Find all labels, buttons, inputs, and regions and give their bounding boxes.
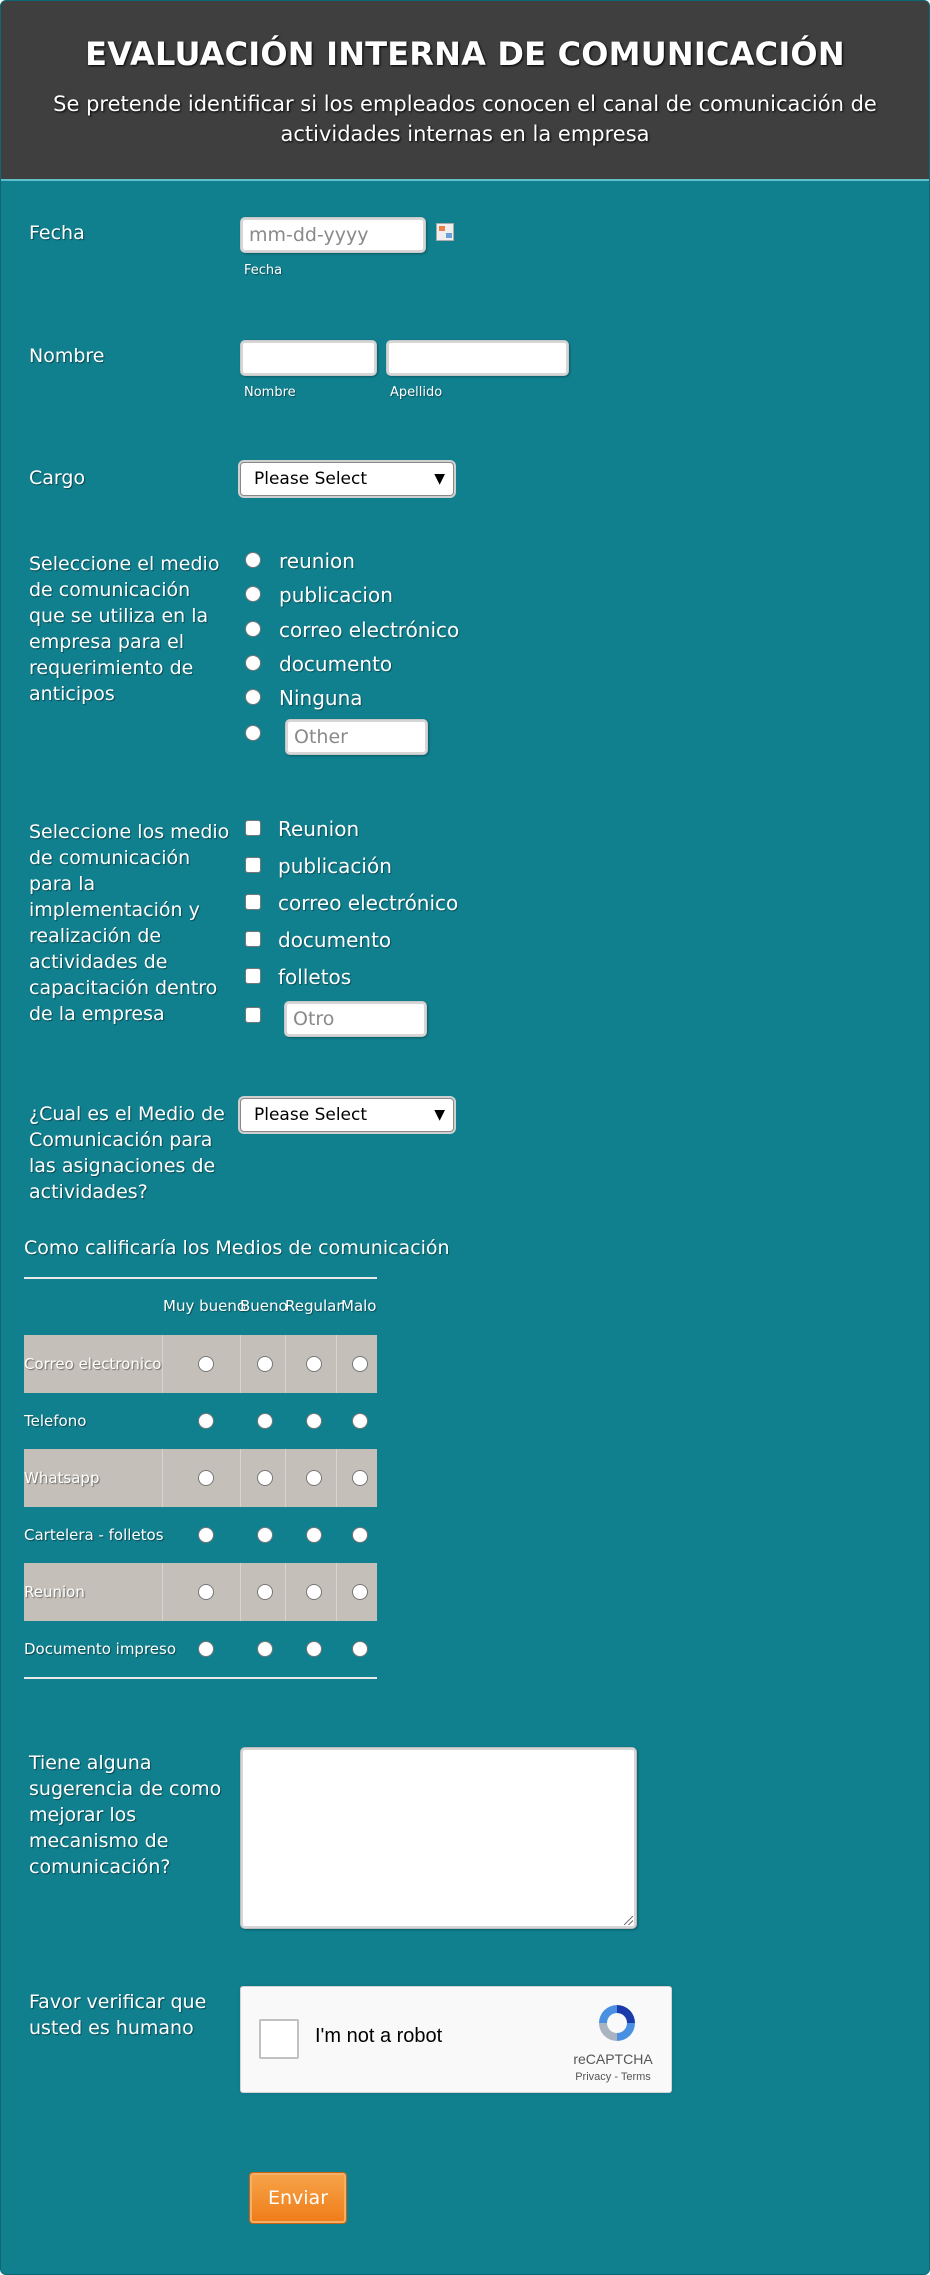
- matrix-row: [24, 1506, 377, 1564]
- option-label: documento: [279, 652, 393, 676]
- matrix-radio-malo[interactable]: [352, 1527, 368, 1543]
- sugerencia-label: Tiene alguna sugerencia de como mejorar los mecanismo de comunicación?: [29, 1752, 222, 1878]
- matrix-row-label: Telefono: [24, 1412, 87, 1430]
- nombre-label: Nombre: [29, 345, 105, 367]
- matrix-radio-malo[interactable]: [352, 1584, 368, 1600]
- checkbox[interactable]: [245, 820, 261, 836]
- matrix-cell-divider: [336, 1563, 337, 1621]
- form-header: [1, 1, 929, 181]
- matrix-cell-divider: [285, 1335, 286, 1393]
- radio-button[interactable]: [245, 689, 261, 705]
- matrix-divider-bottom: [24, 1677, 377, 1679]
- radio-button[interactable]: [245, 725, 261, 741]
- fecha-sublabel: Fecha: [244, 263, 283, 278]
- matrix-cell-divider: [162, 1335, 163, 1393]
- matrix-row: [24, 1335, 377, 1393]
- first-name-sublabel: Nombre: [244, 385, 296, 400]
- recaptcha-text: I'm not a robot: [315, 2025, 443, 2047]
- form-title: EVALUACIÓN INTERNA DE COMUNICACIÓN: [85, 35, 845, 73]
- chevron-down-icon: ▼: [434, 1107, 445, 1123]
- matrix-radio-muy-bueno[interactable]: [198, 1527, 214, 1543]
- matrix-radio-bueno[interactable]: [257, 1356, 273, 1372]
- option-label: folletos: [278, 965, 352, 989]
- cargo-select[interactable]: [240, 462, 454, 496]
- recaptcha-links[interactable]: Privacy - Terms: [575, 2071, 651, 2083]
- captcha-label: Favor verificar que usted es humano: [29, 1991, 207, 2039]
- sugerencia-textarea[interactable]: [240, 1747, 637, 1929]
- anticipos-other-input[interactable]: [285, 719, 428, 755]
- last-name-sublabel: Apellido: [390, 385, 443, 400]
- matrix-radio-bueno[interactable]: [257, 1470, 273, 1486]
- last-name-input[interactable]: [386, 340, 569, 376]
- anticipos-label: Seleccione el medio de comunicación que se utiliza en la empresa para el requerimiento de anticipos: [29, 553, 220, 705]
- matrix-cell-divider: [285, 1563, 286, 1621]
- checkbox[interactable]: [245, 968, 261, 984]
- radio-button[interactable]: [245, 621, 261, 637]
- asignaciones-select[interactable]: [240, 1098, 454, 1132]
- form-subtitle: Se pretende identificar si los empleados conocen el canal de comunicación de actividades internas en la empresa: [53, 92, 877, 146]
- matrix-radio-muy-bueno[interactable]: [198, 1470, 214, 1486]
- matrix-row: [24, 1563, 377, 1621]
- resize-handle-icon[interactable]: [624, 1916, 633, 1925]
- recaptcha-brand: reCAPTCHA: [573, 2051, 653, 2067]
- cargo-label: Cargo: [29, 467, 86, 489]
- matrix-row-label: Cartelera - folletos: [24, 1526, 164, 1544]
- fecha-label: Fecha: [29, 222, 85, 244]
- recaptcha-widget: [240, 1986, 672, 2093]
- matrix-col-regular: Regular: [285, 1297, 343, 1315]
- option-label: reunion: [279, 549, 355, 573]
- matrix-radio-regular[interactable]: [306, 1356, 322, 1372]
- chevron-down-icon: ▼: [434, 471, 445, 487]
- matrix-radio-malo[interactable]: [352, 1413, 368, 1429]
- matrix-radio-malo[interactable]: [352, 1470, 368, 1486]
- calendar-icon[interactable]: [436, 223, 454, 241]
- matrix-cell-divider: [285, 1449, 286, 1507]
- matrix-radio-bueno[interactable]: [257, 1527, 273, 1543]
- matrix-radio-muy-bueno[interactable]: [198, 1641, 214, 1657]
- matrix-radio-regular[interactable]: [306, 1527, 322, 1543]
- capacitacion-label: Seleccione los medio de comunicación para la implementación y realización de actividades de capacitación dentro de la empresa: [29, 821, 230, 1025]
- matrix-radio-regular[interactable]: [306, 1413, 322, 1429]
- option-label: Reunion: [278, 817, 360, 841]
- option-label: publicación: [278, 854, 392, 878]
- matrix-radio-muy-bueno[interactable]: [198, 1356, 214, 1372]
- matrix-col-bueno: Bueno: [240, 1297, 288, 1315]
- radio-button[interactable]: [245, 586, 261, 602]
- capacitacion-other-input[interactable]: [284, 1001, 427, 1037]
- matrix-cell-divider: [162, 1449, 163, 1507]
- radio-button[interactable]: [245, 552, 261, 568]
- matrix-row: [24, 1620, 377, 1678]
- matrix-row-label: Reunion: [24, 1583, 85, 1601]
- option-label: correo electrónico: [278, 891, 459, 915]
- matrix-radio-bueno[interactable]: [257, 1641, 273, 1657]
- fecha-input[interactable]: [240, 217, 426, 253]
- matrix-cell-divider: [240, 1335, 241, 1393]
- matrix-cell-divider: [162, 1563, 163, 1621]
- matrix-radio-regular[interactable]: [306, 1584, 322, 1600]
- matrix-radio-muy-bueno[interactable]: [198, 1413, 214, 1429]
- option-label: documento: [278, 928, 392, 952]
- matrix-col-malo: Malo: [341, 1297, 377, 1315]
- asignaciones-label: ¿Cual es el Medio de Comunicación para las asignaciones de actividades?: [29, 1103, 225, 1203]
- matrix-radio-regular[interactable]: [306, 1641, 322, 1657]
- option-label: publicacion: [279, 583, 393, 607]
- option-label: correo electrónico: [279, 618, 460, 642]
- recaptcha-checkbox[interactable]: [259, 2019, 299, 2059]
- matrix-radio-malo[interactable]: [352, 1641, 368, 1657]
- option-label: Ninguna: [279, 686, 363, 710]
- matrix-radio-muy-bueno[interactable]: [198, 1584, 214, 1600]
- matrix-radio-regular[interactable]: [306, 1470, 322, 1486]
- checkbox[interactable]: [245, 857, 261, 873]
- checkbox[interactable]: [245, 931, 261, 947]
- checkbox[interactable]: [245, 1007, 261, 1023]
- matrix-row: [24, 1392, 377, 1450]
- first-name-input[interactable]: [240, 340, 377, 376]
- matrix-col-muy-bueno: Muy bueno: [163, 1297, 247, 1315]
- matrix-cell-divider: [240, 1563, 241, 1621]
- matrix-divider-top: [24, 1277, 377, 1279]
- matrix-radio-bueno[interactable]: [257, 1413, 273, 1429]
- matrix-radio-bueno[interactable]: [257, 1584, 273, 1600]
- recaptcha-logo-icon: [593, 1999, 641, 2047]
- asignaciones-selected-value: Please Select: [254, 1105, 368, 1125]
- checkbox[interactable]: [245, 894, 261, 910]
- radio-button[interactable]: [245, 655, 261, 671]
- matrix-cell-divider: [336, 1449, 337, 1507]
- matrix-row-label: Whatsapp: [24, 1469, 100, 1487]
- matrix-row-label: Documento impreso: [24, 1640, 177, 1658]
- cargo-selected-value: Please Select: [254, 469, 368, 489]
- matrix-title: Como calificaría los Medios de comunicación: [24, 1237, 450, 1259]
- matrix-cell-divider: [336, 1335, 337, 1393]
- matrix-cell-divider: [240, 1449, 241, 1507]
- matrix-row: [24, 1449, 377, 1507]
- matrix-radio-malo[interactable]: [352, 1356, 368, 1372]
- matrix-row-label: Correo electronico: [24, 1355, 162, 1373]
- submit-button[interactable]: Enviar: [249, 2172, 347, 2224]
